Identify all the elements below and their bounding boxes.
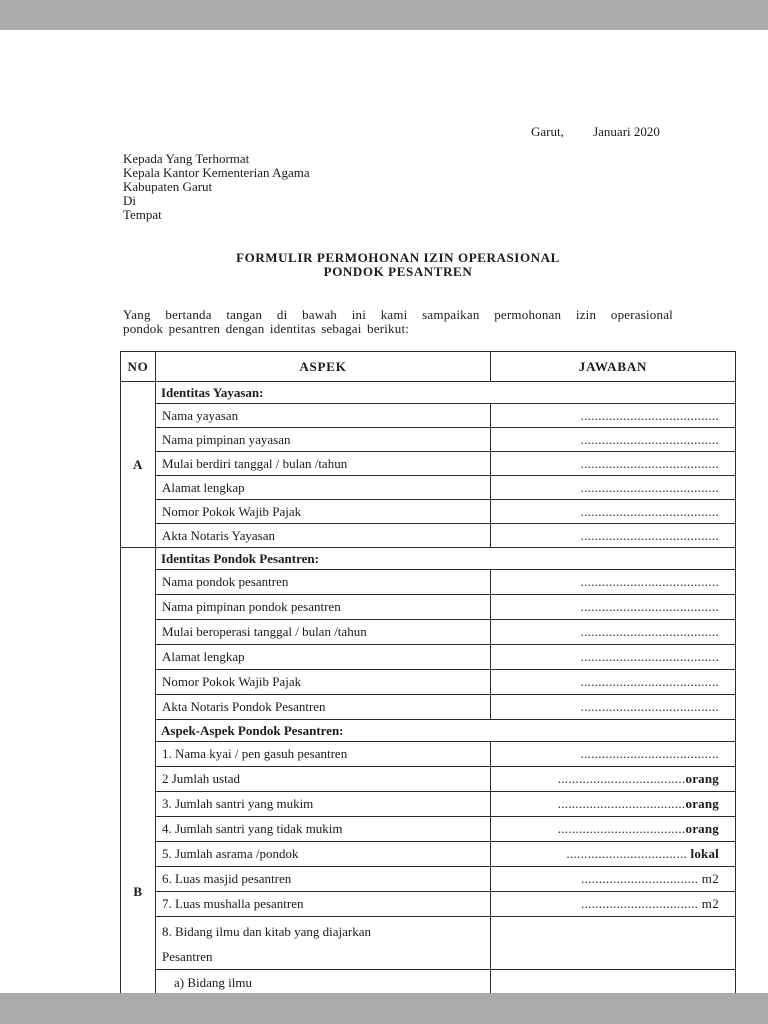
jawaban-cell: ....................................... <box>491 452 736 476</box>
aspek-cell: Nama pimpinan yayasan <box>156 428 491 452</box>
table-row <box>121 742 736 767</box>
section-title: Identitas Yayasan: <box>156 382 736 404</box>
jawaban-cell <box>491 792 736 817</box>
jawaban-cell: ................................. m2 <box>491 892 736 917</box>
jawaban-cell: ....................................... <box>491 695 736 720</box>
document-page <box>0 30 768 993</box>
aspek-line2: Pesantren <box>162 949 213 964</box>
dotted-answer-line: .................................. <box>566 846 688 861</box>
table-row <box>121 867 736 892</box>
jawaban-cell <box>491 767 736 792</box>
dotted-answer-line: .................................... <box>557 821 686 836</box>
recipient-block <box>123 152 310 222</box>
recipient-line: Di <box>123 193 136 208</box>
aspek-cell: Akta Notaris Pondok Pesantren <box>156 695 491 720</box>
unit-label: lokal <box>687 846 719 861</box>
recipient-line: Kabupaten Garut <box>123 179 213 194</box>
jawaban-cell: ....................................... <box>491 595 736 620</box>
jawaban-cell: ....................................... <box>491 742 736 767</box>
aspek-cell: 1. Nama kyai / pen gasuh pesantren <box>156 742 491 767</box>
table-row <box>121 670 736 695</box>
recipient-line: Kepala Kantor Kementerian Agama <box>123 165 310 180</box>
jawaban-cell: ....................................... <box>491 476 736 500</box>
table-row <box>121 892 736 917</box>
form-table-body <box>121 352 736 994</box>
jawaban-cell: ....................................... <box>491 670 736 695</box>
jawaban-cell: ....................................... <box>491 404 736 428</box>
jawaban-cell: ................................. m2 <box>491 867 736 892</box>
aspek-cell: Nomor Pokok Wajib Pajak <box>156 500 491 524</box>
jawaban-cell: ....................................... <box>491 570 736 595</box>
form-title-line2: PONDOK PESANTREN <box>323 264 473 279</box>
jawaban-cell: ....................................... <box>491 500 736 524</box>
jawaban-cell: ....................................... <box>491 524 736 548</box>
jawaban-cell-empty <box>491 970 736 994</box>
jawaban-cell: ....................................... <box>491 620 736 645</box>
table-row <box>121 428 736 452</box>
aspek-cell: 5. Jumlah asrama /pondok <box>156 842 491 867</box>
dotted-answer-line: .................................... <box>557 796 686 811</box>
aspek-line1: 8. Bidang ilmu dan kitab yang diajarkan <box>162 924 372 939</box>
jawaban-cell <box>491 817 736 842</box>
dotted-answer-line: .................................... <box>557 771 686 786</box>
table-row <box>121 548 736 570</box>
aspek-cell: 7. Luas mushalla pesantren <box>156 892 491 917</box>
table-row <box>121 842 736 867</box>
aspek-cell: Nomor Pokok Wajib Pajak <box>156 670 491 695</box>
table-row <box>121 720 736 742</box>
jawaban-cell <box>491 842 736 867</box>
recipient-line: Kepada Yang Terhormat <box>123 151 250 166</box>
section-title: Identitas Pondok Pesantren: <box>156 548 736 570</box>
unit-label: orang <box>685 821 719 836</box>
column-header-jawaban: JAWABAN <box>491 352 736 382</box>
aspek-cell: a) Bidang ilmu <box>156 970 491 994</box>
aspek-cell: Mulai berdiri tanggal / bulan /tahun <box>156 452 491 476</box>
form-table <box>120 351 736 993</box>
aspek-cell: Alamat lengkap <box>156 645 491 670</box>
date-line: Garut, Januari 2020 <box>531 124 660 139</box>
recipient-line: Tempat <box>123 207 162 222</box>
jawaban-cell: ....................................... <box>491 645 736 670</box>
table-row <box>121 382 736 404</box>
table-row <box>121 792 736 817</box>
form-title-line1: FORMULIR PERMOHONAN IZIN OPERASIONAL <box>236 250 560 265</box>
aspek-cell <box>156 917 491 970</box>
section-letter-A: A <box>121 382 156 548</box>
aspek-cell: 2 Jumlah ustad <box>156 767 491 792</box>
aspek-cell: Nama pondok pesantren <box>156 570 491 595</box>
table-row <box>121 452 736 476</box>
table-row <box>121 970 736 994</box>
intro-line1: Yang bertanda tangan di bawah ini kami sampaikan permohonan izin operasional <box>123 307 673 322</box>
unit-label: orang <box>685 796 719 811</box>
aspek-cell: 3. Jumlah santri yang mukim <box>156 792 491 817</box>
aspek-cell: Nama pimpinan pondok pesantren <box>156 595 491 620</box>
aspek-cell: Alamat lengkap <box>156 476 491 500</box>
table-row <box>121 500 736 524</box>
aspek-cell: Mulai beroperasi tanggal / bulan /tahun <box>156 620 491 645</box>
table-row <box>121 524 736 548</box>
aspek-cell: 4. Jumlah santri yang tidak mukim <box>156 817 491 842</box>
section-title: Aspek-Aspek Pondok Pesantren: <box>156 720 736 742</box>
unit-label: orang <box>685 771 719 786</box>
jawaban-cell: ....................................... <box>491 428 736 452</box>
column-header-no: NO <box>121 352 156 382</box>
table-row <box>121 404 736 428</box>
table-header-row <box>121 352 736 382</box>
table-row <box>121 917 736 970</box>
table-row <box>121 695 736 720</box>
table-row <box>121 817 736 842</box>
aspek-cell: Nama yayasan <box>156 404 491 428</box>
table-row <box>121 767 736 792</box>
table-row <box>121 645 736 670</box>
table-row <box>121 595 736 620</box>
column-header-aspek: ASPEK <box>156 352 491 382</box>
aspek-cell: 6. Luas masjid pesantren <box>156 867 491 892</box>
intro-paragraph <box>123 308 673 336</box>
table-row <box>121 476 736 500</box>
intro-line2: pondok pesantren dengan identitas sebagai berikut: <box>123 321 410 336</box>
jawaban-cell-empty <box>491 917 736 970</box>
aspek-cell: Akta Notaris Yayasan <box>156 524 491 548</box>
form-title <box>123 251 673 279</box>
table-row <box>121 570 736 595</box>
section-letter-B: B <box>121 548 156 994</box>
table-row <box>121 620 736 645</box>
